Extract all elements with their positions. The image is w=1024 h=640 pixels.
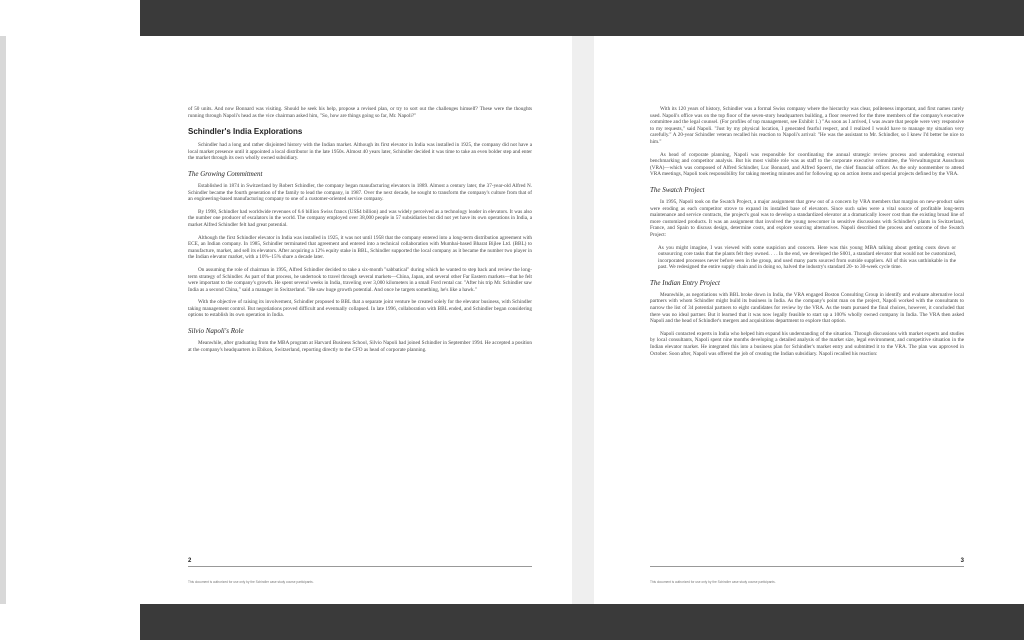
paragraph: By 1998, Schindler had worldwide revenues of 6.6 billion Swiss francs (US$4 billion) and was widely perceived as a technology leader in elevators. It was also the number one producer of escalators in the world. The company employed over 38,000 people in 57 subsidiaries but did not yet have its own operations in India, a market Alfred Schindler felt had great potential. <box>188 208 532 228</box>
footer-rule <box>188 566 532 567</box>
page-number: 2 <box>188 558 192 564</box>
page-footer: This document is authorized for use only by the Schindler case study course participants. <box>188 580 314 584</box>
page-footer: This document is authorized for use only by the Schindler case study course participants. <box>650 580 776 584</box>
footer-rule <box>650 566 964 567</box>
paragraph: Schindler had a long and rather disjointed history with the Indian market. Although its first elevator in India was installed in 1925, the company did not have a local market presence until it appointed a local distributor in the late 1950s. Almost 40 years later, Schindler decided it was time to take an even bolder step and enter the market through its own wholly owned subsidiary. <box>188 142 532 162</box>
viewer-top-bar <box>140 0 1024 36</box>
subsection-heading: The Swatch Project <box>650 185 705 194</box>
document-page-right[interactable] <box>594 36 1000 604</box>
paragraph: With its 120 years of history, Schindler was a formal Swiss company where the hierarchy was clear, politeness important, and first names rarely used. Napoli's office was on the top floor of the seven-story headquarters building, a floor reserved for the three members of the company's executive committee and the legal counsel. (For profiles of top management, see Exhibit 1.) "As soon as I arrived, I was aware that people were very responsive to my requests," said Napoli. "Just by my physical location, I generated fearful respect, and I realized I would have to manage my situation very carefully." A 20-year Schindler veteran recalled his reaction to Napoli's arrival: "He was the assistant to Mr. Schindler, so I knew I'd better be nice to him." <box>650 106 964 145</box>
paragraph: Established in 1874 in Switzerland by Robert Schindler, the company began manufacturing elevators in 1889. Almost a century later, the 37-year-old Alfred N. Schindler became the fourth generation of the family to lead the company, in 1987. Over the next decade, he sought to transform the company's culture from that of an engineering-based manufacturing company to one of a customer-oriented service company. <box>188 182 532 203</box>
page-number: 3 <box>960 558 964 564</box>
paragraph: Although the first Schindler elevator in India was installed in 1925, it was not until 1958 that the company entered into a long-term distribution agreement with ECE, an Indian company. In 1985, Schindler terminated that agreement and entered into a technical collaboration with Mumbai-based Bharat Bijlee Ltd. (BBL) to manufacture, market, and sell its elevators. After acquiring a 12% equity stake in BBL, Schindler supported the local company as it became the number two player in the Indian elevator market, with a 10%–15% share a decade later. <box>188 234 532 261</box>
left-edge-strip <box>0 36 6 604</box>
block-quote: As you might imagine, I was viewed with some suspicion and concern. Here was this young MBA talking about getting costs down or outsourcing core tasks that the plants felt they owned. . . . In the end, we developed the S001, a standard elevator that would not be customized, incorporated processes never before seen in the group, and used many parts sourced from outside suppliers. All of this was unthinkable in the past. We redesigned the entire supply chain and in doing so, halved the industry's standard 20- to 30-week cycle time. <box>658 244 956 271</box>
paragraph: On assuming the role of chairman in 1995, Alfred Schindler decided to take a six-month "sabbatical" during which he wanted to step back and review the long-term strategy of Schindler. As part of that process, he undertook to travel through several markets—China, Japan, and several other Far Eastern markets—that he felt were important to the company's growth. He spent several weeks in India, traveling over 3,000 kilometers in a small Ford rental car. "After his trip Mr. Schindler saw India as a second China," said a manager in Switzerland. "He saw huge growth potential. And once he targets something, he's like a hawk." <box>188 266 532 293</box>
paragraph: In 1995, Napoli took on the Swatch Project, a major assignment that grew out of a concern by VRA members that margins on new-product sales were eroding as each competitor strove to expand its installed base of elevators. Since such sales were a vital source of profitable long-term maintenance and service contracts, the project's goal was to develop a standardized elevator at a dramatically lower cost than the existing broad line of more customized products. It was an assignment that involved the young newcomer in sensitive discussions with Schindler's plants in Switzerland, France, and Spain to discuss design, determine costs, and explore sourcing alternatives. Napoli described the process and outcome of the Swatch Project: <box>650 198 964 238</box>
paragraph: Meanwhile, as negotiations with BBL broke down in India, the VRA engaged Boston Consulting Group in identify and evaluate alternative local partners with whom Schindler might build its business in India. As the company's point man on the project, Napoli worked with the consultants to narrow the list of 34 potential partners to eight candidates for review by the VRA. As the team pursued the final choices, however, it concluded that there was no ideal partner. But it learned that it was now legally feasible to start up a 100% wholly owned company in India. The VRA then asked Napoli and the head of Schindler's mergers and acquisitions department to explore that option. <box>650 291 964 325</box>
paragraph: With the objective of raising its involvement, Schindler proposed to BBL that a separate joint venture be created solely for the elevator business, with Schindler taking management control. But negotiations proved difficult and eventually collapsed. In late 1996, collaboration with BBL ended, and Schindler began considering options to establish its own operation in India. <box>188 299 532 319</box>
paragraph: Meanwhile, after graduating from the MBA program at Harvard Business School, Silvio Napoli had joined Schindler in September 1994. He accepted a position at the company's headquarters in Ebikon, Switzerland, reporting directly to the CFO as head of corporate planning. <box>188 340 532 353</box>
intro-paragraph: of 50 units. And now Bonnard was visiting. Should he seek his help, propose a revised plan, or try to sort out the challenges himself? These were the thoughts running through Napoli's head as the vice chairman asked him, "So, how are things going so far, Mr. Napoli?" <box>188 106 532 119</box>
right-margin <box>1000 36 1024 604</box>
paragraph: Napoli contacted experts in India who helped him expand his understanding of the situation. Through discussions with market experts and studies by local consultants, Napoli spent nine months developing a detailed analysis of the market size, legal environment, and competitive situation in the Indian elevator market. He integrated this into a business plan for Schindler's market entry and submitted it to the VRA. The plan was approved in October. Soon after, Napoli was offered the job of creating the Indian subsidiary. Napoli recalled his reaction: <box>650 330 964 357</box>
page-gutter <box>572 36 594 604</box>
subsection-heading: The Growing Commitment <box>188 169 263 178</box>
paragraph: As head of corporate planning, Napoli was responsible for coordinating the annual strategic review process and undertaking external benchmarking and competitor analysis. But his most visible role was as staff to the corporate executive committee, the Verwaltungsrat Ausschuss (VRA)—which was composed of Alfred Schindler, Luc Bonnard, and Alfred Spoerri, the chief financial officer. As the only nonmember to attend VRA meetings, Napoli took responsibility for taking meeting minutes and for following up on action items and special projects defined by the VRA. <box>650 151 964 178</box>
subsection-heading: Silvio Napoli's Role <box>188 327 244 336</box>
document-page-left[interactable] <box>140 36 572 604</box>
subsection-heading: The Indian Entry Project <box>650 278 720 287</box>
section-heading: Schindler's India Explorations <box>188 127 303 137</box>
viewer-bottom-bar <box>140 604 1024 640</box>
